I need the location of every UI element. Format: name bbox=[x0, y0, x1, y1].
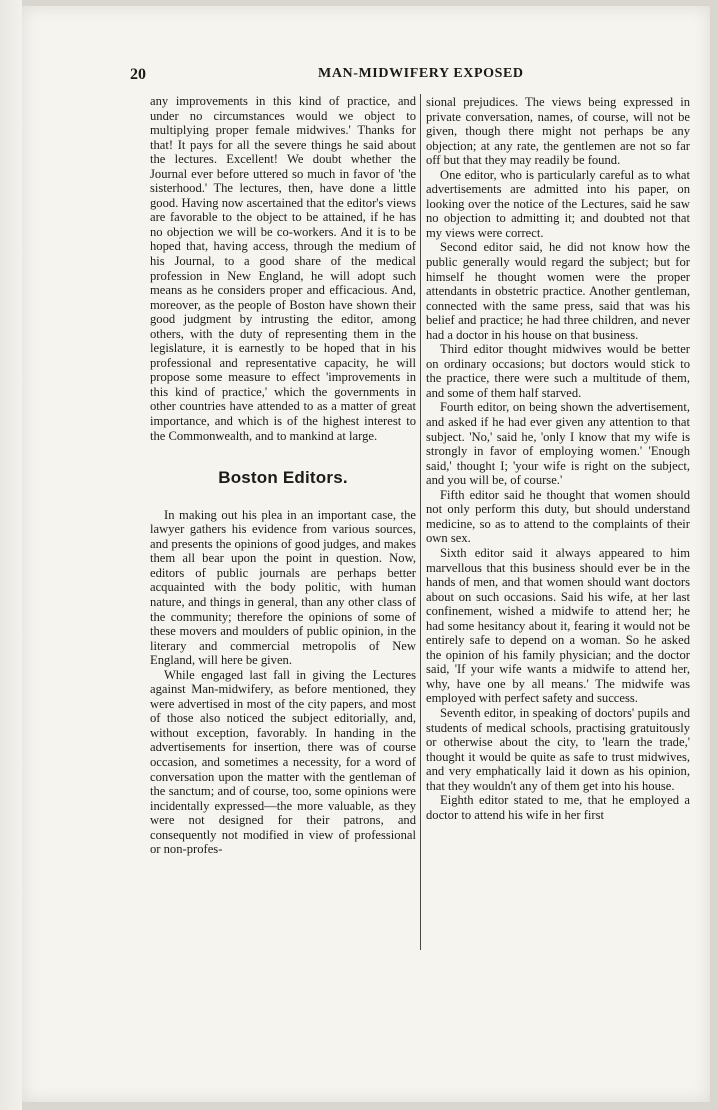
right-paragraph-7: Sixth editor said it always appeared to him marvellous that this business should ever be in the hands of men, and that women should want doctors about on such occasions. Said his wife, at her last confinement, wished a midwife to attend her; he had some hesitancy about it, fearing it would not be entirely safe to depend on a woman. So he asked the opinion of his family physician; and the doctor said, 'If your wife wants a midwife to attend her, why, have one by all means.' The midwife was employed with perfect safety and success. bbox=[426, 545, 690, 706]
right-paragraph-9: Eighth editor stated to me, that he employed a doctor to attend his wife in her first bbox=[426, 793, 690, 822]
section-title: Boston Editors. bbox=[218, 468, 348, 488]
left-paragraph-1: any improvements in this kind of practice, and under no circumstances would we object to multiplying proper female midwives.' Thanks for that! It pays for all the severe things he said about the lectures. Excellent! We doubt whether the Journal ever before uttered so much in favor of 'the sisterhood.' The lectures, then, have done a little good. Having now ascertained that the editor's views are favorable to the object to be attained, if he has no objection we will be co-workers. And it is to be hoped that, having access, through the medium of his Journal, to a good share of the medical profession in New England, he will adopt such means as he considers proper and efficacious. And, moreover, as the people of Boston have shown their good judgment by intrusting the editor, among others, with the duty of representing them in the legislature, it is earnestly to be hoped that in his professional and representative capacity, he will propose some measure to effect 'improvements in this kind of practice,' which the governments in other countries have attended to as a matter of great importance, and which is of the highest interest to the Commonwealth, and to mankind at large. bbox=[150, 94, 416, 443]
right-paragraph-8: Seventh editor, in speaking of doctors' pupils and students of medical schools, practising gratuitously or otherwise about the city, to 'learn the trade,' thought it would be quite as safe to trust midwives, and very emphatically laid it down as his opinion, that they wouldn't any of them get into his house. bbox=[426, 705, 690, 793]
right-paragraph-6: Fifth editor said he thought that women should not only perform this duty, but should understand medicine, so as to attend to the complaints of their own sex. bbox=[426, 487, 690, 546]
running-title: MAN-MIDWIFERY EXPOSED bbox=[318, 66, 524, 81]
page-header bbox=[130, 66, 530, 88]
column-rule bbox=[420, 94, 421, 950]
page-number: 20 bbox=[130, 66, 146, 83]
right-paragraph-4: Third editor thought midwives would be better on ordinary occasions; but doctors would stick to the practice, there were such a multitude of them, and some of them half starved. bbox=[426, 342, 690, 400]
right-paragraph-5: Fourth editor, on being shown the advertisement, and asked if he had ever given any attention to that subject. 'No,' said he, 'only I know that my wife is strongly in favor of employing women.' 'Enough said,' thought I; 'your wife is right on the subject, and you will be, of course.' bbox=[426, 400, 690, 488]
right-paragraph-2: One editor, who is particularly careful as to what advertisements are admitted into his paper, on looking over the notice of the Lectures, said he saw no objection to admitting it; and doubted not that my views were correct. bbox=[426, 167, 690, 240]
left-paragraph-2: In making out his plea in an important case, the lawyer gathers his evidence from various sources, and presents the opinions of good judges, and makes them all bear upon the point in question. Now, editors of public journals are perhaps better acquainted with the body politic, with human nature, and things in general, than any other class of the community; therefore the opinions of some of these movers and moulders of public opinion, in the literary and commercial metropolis of New England, will here be given. bbox=[150, 507, 416, 668]
right-column bbox=[426, 95, 690, 822]
left-paragraph-3: While engaged last fall in giving the Lectures against Man-midwifery, as before mentioned, they were advertised in most of the city papers, and most of those also noticed the subject editorially, and, without exception, favorably. In handing in the advertisements for insertion, there was of course occasion, and sometimes a necessity, for a word of conversation upon the matter with the gentleman of the sanctum; and of course, too, some opinions were incidentally expressed—the more valuable, as they were not designed for their patrons, and consequently not modified in view of professional or non-profes- bbox=[150, 667, 416, 857]
left-column bbox=[150, 94, 416, 857]
right-paragraph-1: sional prejudices. The views being expressed in private conversation, names, of course, will not be given, though there might not perhaps be any objection; at any rate, the gentlemen are not so far off but that they may readily be found. bbox=[426, 95, 690, 168]
binding-margin bbox=[0, 0, 22, 1110]
right-paragraph-3: Second editor said, he did not know how the public generally would regard the subject; but for himself he thought women were the proper attendants in obstetric practice. Another gentleman, connected with the same press, said that was his belief and practice; he had three children, and never had a doctor in his house on that business. bbox=[426, 240, 690, 342]
